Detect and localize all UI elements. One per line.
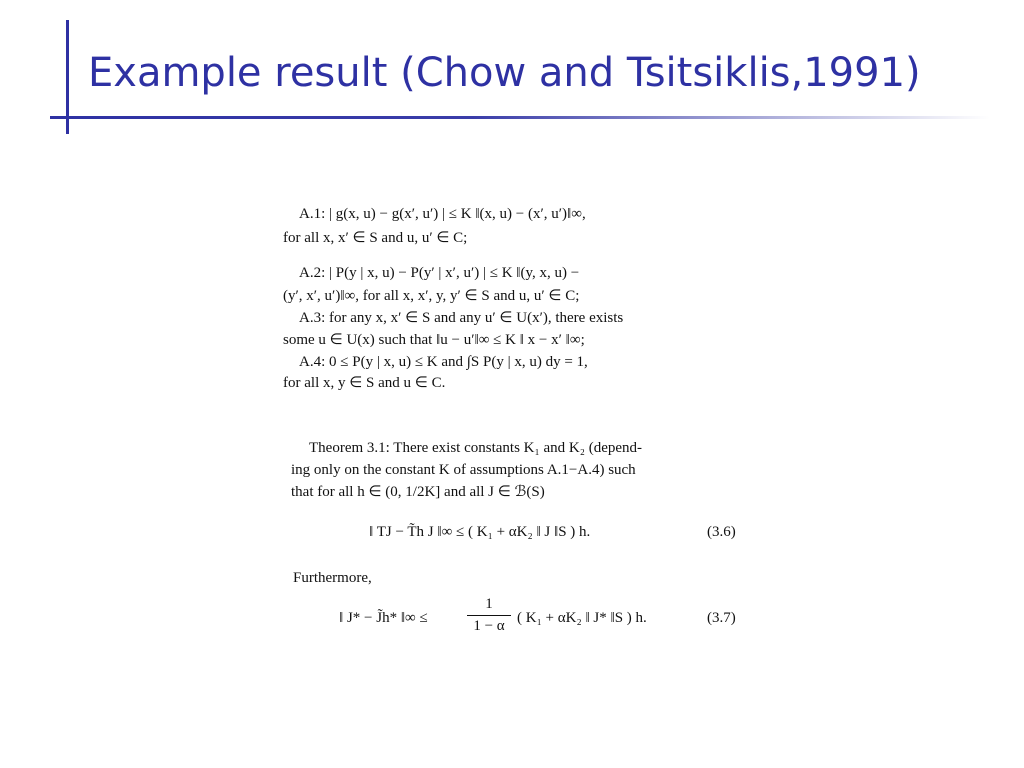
equation-3-6-tag: (3.6)	[707, 524, 736, 540]
assumption-a1-line2: for all x, x′ ∈ S and u, u′ ∈ C;	[283, 230, 468, 246]
equation-3-7-denominator: 1 − α	[473, 618, 505, 634]
assumption-a3-line1: A.3: for any x, x′ ∈ S and any u′ ∈ U(x′), there exists	[299, 310, 624, 326]
equation-3-7-fraction	[467, 596, 511, 635]
assumption-a1-line1: A.1: | g(x, u) − g(x′, u′) | ≤ K ‖(x, u) − (x′, u′)‖∞,	[299, 206, 586, 222]
equation-3-7-tag: (3.7)	[707, 610, 736, 626]
assumption-a2-line2: (y′, x′, u′)‖∞, for all x, x′, y, y′ ∈ S and u, u′ ∈ C;	[283, 288, 580, 304]
theorem-line3: that for all h ∈ (0, 1/2K] and all J ∈ ℬ(S)	[291, 484, 545, 500]
fraction-bar	[467, 615, 511, 616]
furthermore-label: Furthermore,	[293, 570, 372, 586]
assumption-a4-line1: A.4: 0 ≤ P(y | x, u) ≤ K and ∫S P(y | x, u) dy = 1,	[299, 354, 588, 370]
equation-3-7-lhs: ‖ J* − J̃h* ‖∞ ≤	[339, 610, 428, 626]
theorem-line2: ing only on the constant K of assumptions A.1−A.4) such	[291, 462, 636, 478]
assumption-a4-line2: for all x, y ∈ S and u ∈ C.	[283, 375, 446, 391]
equation-3-7-rhs: ( K₁ + αK₂ ‖ J* ‖S ) h.	[517, 610, 647, 626]
equation-3-6: ‖ TJ − T̃h J ‖∞ ≤ ( K₁ + αK₂ ‖ J ‖S ) h.	[369, 524, 591, 540]
theorem-line1: Theorem 3.1: There exist constants K₁ and K₂ (depend-	[309, 440, 643, 456]
assumption-a3-line2: some u ∈ U(x) such that ‖u − u′‖∞ ≤ K ‖ x − x′ ‖∞;	[283, 332, 585, 348]
equation-3-7-numerator: 1	[485, 596, 493, 612]
slide-title: Example result (Chow and Tsitsiklis,1991)	[88, 50, 921, 96]
assumption-a2-line1: A.2: | P(y | x, u) − P(y′ | x′, u′) | ≤ K ‖(y, x, u) −	[299, 265, 580, 281]
title-horizontal-rule	[50, 116, 990, 119]
